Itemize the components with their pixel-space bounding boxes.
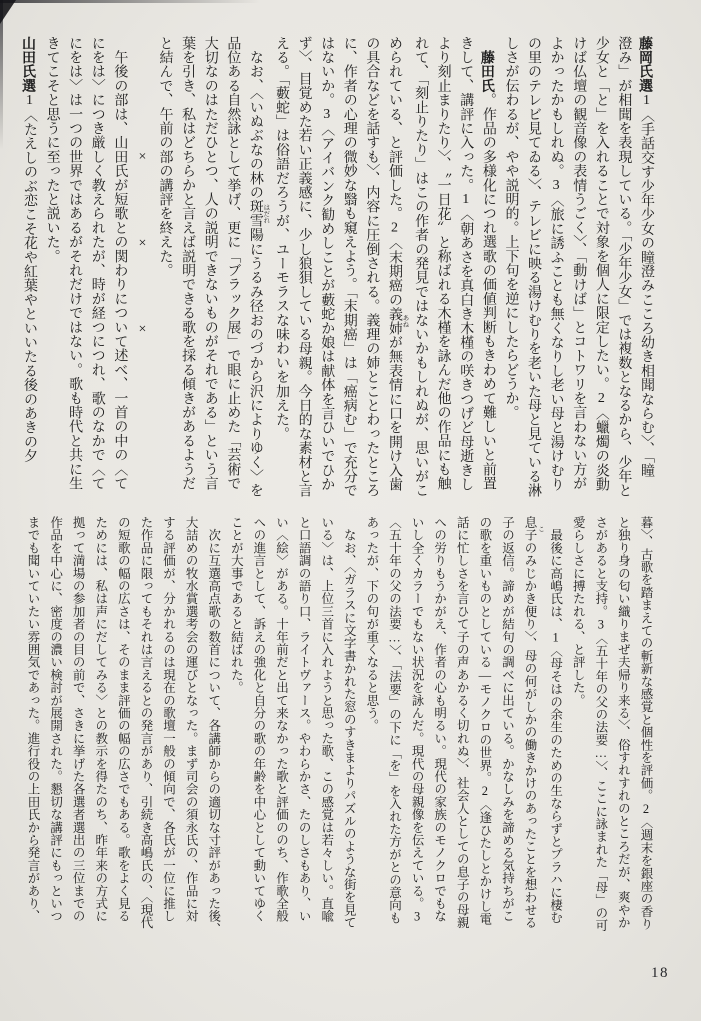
text-column: 大切なのはただひとつ、人の説明できないものがそれである」という言 — [202, 36, 218, 491]
scan-edge-top — [0, 0, 260, 3]
text-column: 暮〉、古歌を踏まえての斬新な感覚と個性を評価。2〈週末を銀座の香り — [639, 516, 653, 931]
text-column: 作品を中心に、密度の濃い検討が展開された。懇切な講評にもっといつ — [48, 516, 63, 923]
text-column: 息子 このみじかき便り〉、母の何がしかの働きかけのあったことを想わせる — [523, 516, 545, 929]
text-column: しさが伝わるが、やや説明的。上下句を逆にしたらどうか。 — [503, 36, 519, 420]
text-column: × × × — [134, 36, 150, 338]
text-column: 次に互選高点歌の数首について、各講師からの適切な寸評があった後、 — [206, 516, 221, 936]
text-column: に、作者の心理の微妙な翳も窺えよう。「末期癌」は「癌病む」で充分で — [341, 36, 357, 498]
text-column: と結んで、午前の部の講評を終えた。 — [157, 36, 173, 278]
text-column: より刻止まりたり〉、〝一日花〟と称ばれる木槿を詠んだ他の作品にも触 — [435, 36, 451, 491]
text-column: にをは〉は一つの世界ではあるがそれだけではない。歌も時代と共に生 — [67, 36, 83, 491]
text-column: の里のテレビ見てゐる〉、テレビに映る湯けむりを老いた母と見ている淋 — [526, 36, 542, 498]
text-column: への進言として、訴えの強化と自分の歌の年齢を中心として動いてゆく — [251, 516, 266, 923]
text-column: 話に忙しさを言ひて子の声あかるく切れぬ〉、社会人としての息子の母親 — [455, 516, 470, 929]
text-column: 少女と「と」を入れることで対象を個人に限定したい。2〈蠟燭の炎動 — [593, 36, 609, 492]
text-column: れて、「刻止りたり」はこの作者の発見ではないかもしれぬが、思いがこ — [413, 36, 429, 498]
text-column: あったが、下の句が重くなると思う。 — [364, 516, 379, 732]
ruby-annotated-text: 斑雪 はだれ — [247, 199, 270, 228]
top-text-block — [17, 36, 657, 536]
text-column: 山田氏選1〈たえしのぶ恋こそ花や紅葉やといいたる後のあきの夕 — [20, 36, 37, 464]
text-column: い〈絵〉がある。十年前だと出て来なかった歌と評価ののち、作歌全般 — [274, 516, 289, 923]
text-column: える。「藪蛇」は俗語だろうが、ユーモラスな味わいを加えた。 — [274, 36, 289, 441]
ruby-annotated-text: 息子 こ — [523, 516, 545, 542]
text-column: 最後に高嶋氏は、1〈母そはの余生のための生ならずとプラハに棲む — [548, 516, 563, 924]
text-column: はないか。3〈アイバンク勧めしことが藪蛇か娘は献体を言ひいでひか — [319, 36, 335, 492]
text-column: 午後の部は、山田氏が短歌との関わりについて述べ、一首の中の〈て — [112, 36, 128, 491]
text-column: 葉を引き、私はどちらかと言えば説明できる歌を採る傾きがあるようだ — [180, 36, 196, 491]
text-column: の具合などを話すも〉、内容に圧倒される。義理の姉とことわったところ — [364, 36, 380, 498]
page-number: 18 — [651, 965, 669, 981]
text-column: ことが大事であると結ばれた。 — [229, 516, 244, 694]
text-column: められている、と評価した。2〈末期癌の義姉 あねが無表情に口を開け入歯 — [386, 36, 409, 492]
text-column: の歌を重いものとしている―モノクロの世界。2〈逢ひたしとかけし電 — [477, 516, 492, 926]
text-column: までも聞いていたい雰囲気であった。進行役の上田氏から発言があり、 — [25, 516, 40, 923]
text-column: 藤岡氏選1〈手話交す少年少女の瞳澄みこころ幼き相聞ならむ〉、「瞳 — [638, 36, 654, 478]
text-column: よかったかもしれぬ。3〈旅に誘ふことも無くなりし老い母と湯けむり — [548, 36, 564, 492]
text-column: 拠って満場の参加者の目の前で、さきに挙げた各選者選出の三位までの — [71, 516, 86, 923]
text-column: 愛らしさに搏たれる、と評した。 — [571, 516, 586, 707]
text-column: きてこそと思うに至ったと説いた。 — [44, 36, 60, 264]
text-column: 〈五十年の父の法要…〉、「法要」の下に「を」を入れた方がとの意向も — [387, 516, 402, 925]
text-column: た作品に限ってもそれは言えるとの発言があり、引続き高嶋氏の、〈現代 — [138, 516, 153, 929]
text-column: 子の返信。諦めが結句の調べに出ている。かなしみを諦める気持ちがこ — [500, 516, 515, 923]
text-column: いし全くカラーでもない状況を詠んだ。現代の母親像を伝えている。3 — [410, 516, 425, 924]
bottom-text-block — [21, 516, 657, 961]
text-column: 大詰めの牧水賞選考会の運びとなった。まず司会の須永氏の、作品に対 — [184, 516, 199, 923]
ruby-annotated-text: 義姉 あね — [386, 306, 409, 336]
text-column: ず〉、目覚めた若い正義感に、少し狼狽している母親。今日的な素材と言 — [296, 36, 312, 498]
text-column: 品位ある自然詠として挙げ、更に「ブラック展」で眼に止めた「芸術で — [225, 36, 241, 491]
text-column: と独り身の匂い織りまぜ夫帰り来る〉、俗すれすれのところだが、爽やか — [616, 516, 631, 929]
text-column: ためには、私は声にだしてみる〉との教示を得たのち、昨年来の方式に — [93, 516, 108, 923]
text-column: けば仏壇の観音像の表情うごく〉、「動けば」とコトワリを言わない方が — [571, 36, 587, 491]
text-column: きして、講評に入った。1〈朝あさを真白き木槿の咲きつげど母逝きし — [458, 36, 474, 492]
text-column: にをは〉につき厳しく教えられたが、時が経つにつれ、歌のなかで〈て — [89, 36, 105, 491]
scan-edge-left — [0, 0, 3, 150]
text-column: なお、〈ガラスに文字書かれた窓のすきまよりパズルのような街を見て — [342, 516, 357, 929]
text-column: の短歌の幅の広さは、そのまま評価の幅の広さでもある。歌をよく見る — [116, 516, 131, 923]
text-column: と口語調の語り口、ライトヴァース。やわらかさ、たのしさもあり、い — [297, 516, 312, 923]
text-column: する評価が、分かれるのは現在の歌壇一般の傾向で、各氏が一位に推し — [161, 516, 176, 923]
text-column: 藤田氏。作品の多様化につれ選歌の価値判断もきわめて難しいと前置 — [479, 50, 496, 491]
text-column: なお、〈いぬぶなの林の斑雪 はだれ陽にうるみ径おのづから沢によりゆく〉を — [247, 36, 270, 498]
text-column: さがあると支持。3〈五十年の父の法要…〉、ここに詠まれた「母」の可 — [593, 516, 608, 932]
text-column: 澄み」が相聞を表現している。「少年少女」では複数となるから、少年と — [616, 36, 632, 498]
text-column: への労りもうかがえ、作者の心も明るい。現代の家族のモノクロでもな — [432, 516, 447, 923]
text-column: いる〉は、上位三首に入れようと思った歌、この感覚は若々しい。直喩 — [319, 516, 334, 923]
